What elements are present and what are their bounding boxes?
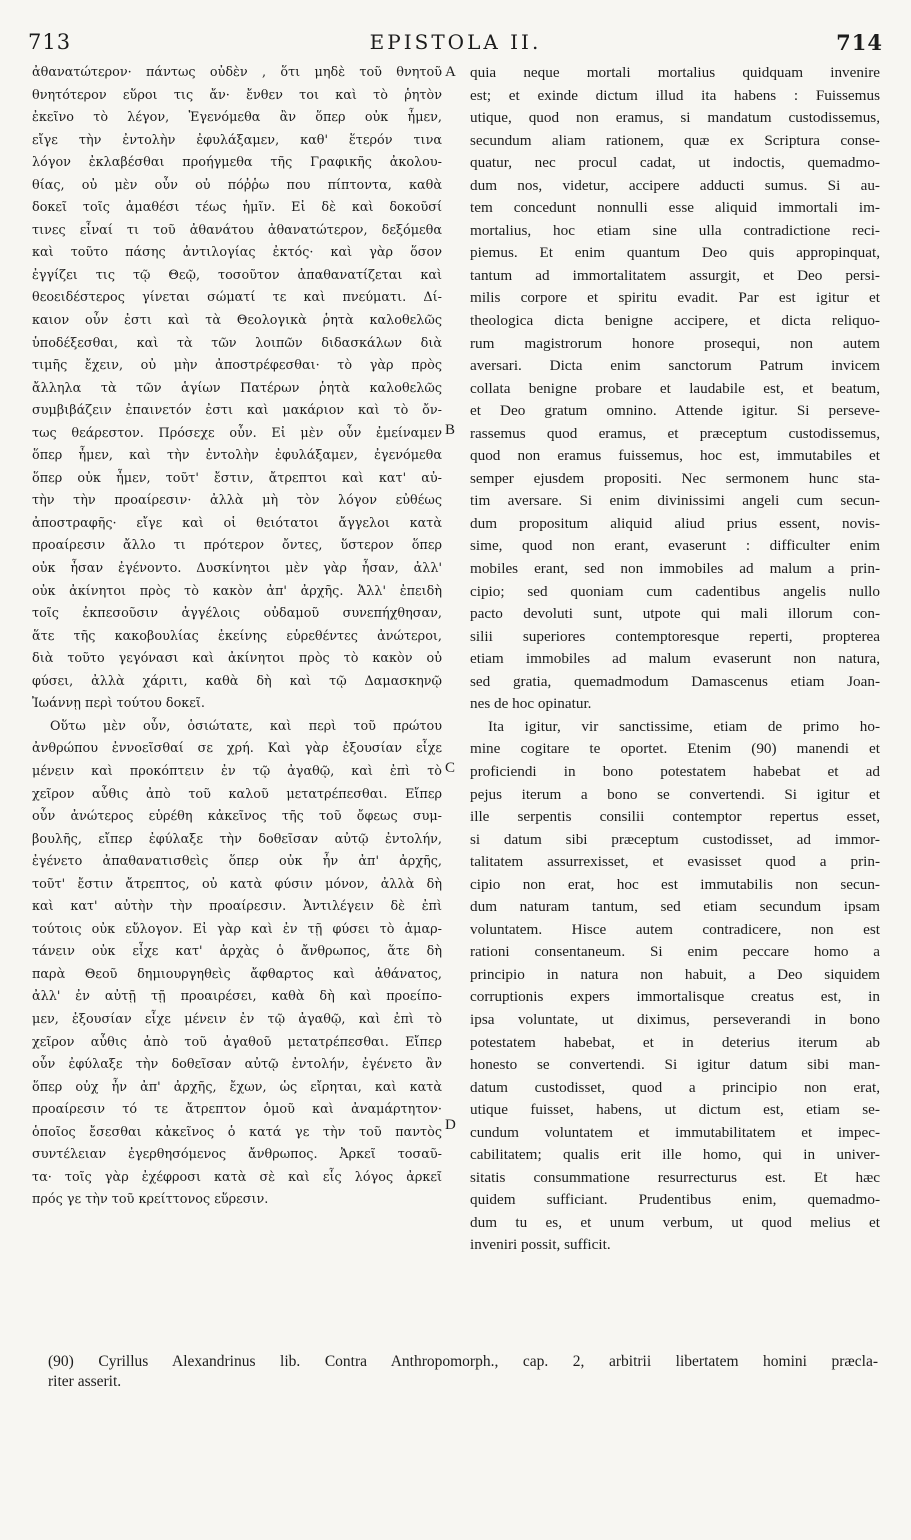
text-line: βουλῆς, εἴπερ ἐφύλαξε τὴν δοθεῖσαν αὐτῷ ἐντολήν, (32, 831, 442, 847)
text-line: milis corpore et spiritu evadit. Par est igitur et (470, 289, 880, 307)
text-line: quia neque mortali mortalius quidquam invenire (470, 64, 880, 81)
text-line: τὴν τὴν προαίρεσιν· ἀλλὰ μὴ τὸν λόγον εὐθέως (32, 493, 442, 509)
text-line: λόγον ἐκλαβέσθαι προήγμεθα τῆς Γραφικῆς ἀκολου- (32, 155, 442, 171)
text-line: voluntatem. Hisce autem contradicere, non est (470, 920, 880, 938)
running-header (28, 30, 883, 60)
text-line: ἐγένετο ἀπαθανατισθεὶς ὅπερ οὐκ ἦν ἀπ' ἀρχῆς, (32, 854, 442, 870)
text-line: ἐκεῖνο τὸ λέγον, Ἐγενόμεθα ἂν ὅπερ οὐκ ἦμεν, (32, 110, 442, 126)
text-line: ἅτε τῆς κακοβουλίας ἐκείνης εὑρεθέντες ἀνώτεροι, (32, 628, 442, 644)
text-line: si datum sibi præceptum custodisset, ad immor- (470, 830, 880, 848)
text-line: οὐκ ἦσαν ἐγένοντο. Δυσκίνητοι μὲν γὰρ ἦσαν, ἀλλ' (32, 561, 442, 577)
text-line: etiam immobiles ad malum evaserunt non natura, (470, 650, 880, 668)
text-line: rationi consentaneum. Si enim peccare homo a (470, 943, 880, 961)
text-line: ὅπερ οὐχ ἦν ἀπ' ἀρχῆς, ἔχων, ὡς εἴρηται, καὶ κατὰ (32, 1079, 442, 1095)
text-line: utique, quod non eramus, si mandatum custodissemus, (470, 109, 880, 127)
text-line: καὶ τοῦτο πάσης ἀντιλογίας ἐκτός· καὶ γὰρ ὅσον (32, 245, 442, 261)
text-line: τούτοις οὐκ εὔλογον. Εἰ γὰρ καὶ ἐν τῇ φύσει τὸ ἁμαρ- (32, 921, 442, 937)
text-line: προαίρεσιν ἄλλο τι πρότερον ὄντες, ὕστερον ὅπερ (32, 538, 442, 554)
margin-marker-a: A (445, 64, 456, 80)
text-line: talitatem assurrexisset, et evasisset quod a prin- (470, 853, 880, 871)
text-line: et Deo gratum omnino. Attende igitur. Si perseve- (470, 402, 880, 420)
page-title: EPISTOLA II. (369, 30, 542, 54)
text-line: datum custodisset, quod a principio non erat, (470, 1078, 880, 1096)
text-line: οὖν ἐφύλαξε τὴν δοθεῖσαν αὐτῷ ἐντολήν, ἐγένετο ἂν (32, 1057, 442, 1073)
text-line: semper ejusdem propositi. Nec sermonem hunc sta- (470, 469, 880, 487)
text-line: piemus. Et enim quantum Deo quis appropinquat, (470, 244, 880, 262)
text-line: ἀνθρώπου ἐννοεῖσθαί σε χρή. Καὶ γὰρ ἐξουσίαν εἶχε (32, 741, 442, 757)
text-line: cipio non erat, hoc est immutabilis non secun- (470, 875, 880, 893)
text-line: Ita igitur, vir sanctissime, etiam de primo ho- (488, 717, 880, 735)
text-line: cabilitatem; qualis erit ille homo, qui in univer- (470, 1146, 880, 1164)
latin-text-column (470, 62, 880, 1257)
text-line: καιον οὖν ἐστι καὶ τὰ Θεολογικὰ ῥητὰ καλοθελῶς (32, 313, 442, 329)
text-line: οὖν ἀνώτερος εὑρέθη κἀκεῖνος τῆς τοῦ ὄφεως συμ- (32, 809, 442, 825)
text-line: corruptionis expers immortalisque creatus est, in (470, 988, 880, 1006)
right-page-number: 714 (836, 30, 883, 55)
text-line: ipsa voluntate, ut diximus, perseverandi in bono (470, 1010, 880, 1028)
text-line: τα· τοῖς γὰρ ἐχέφροσι κατὰ σὲ καὶ εἷς λόγος ἀρκεῖ (32, 1169, 442, 1185)
text-line: θνητότερον εὕροι τις ἄν· ἔνθεν τοι καὶ τὸ ῥητὸν (32, 87, 442, 103)
text-line: ἄλληλα τὰ τῶν ἁγίων Πατέρων ῥητὰ καλοθελῶς (32, 380, 442, 396)
text-line: ὅπερ ἦμεν, καὶ τὴν ἐντολὴν ἐφυλάξαμεν, ἐγενόμεθα (32, 448, 442, 464)
text-line: pacto devoluti sunt, utpote qui mali illorum con- (470, 605, 880, 623)
text-line: silii superiores contemptoresque reperti, propterea (470, 627, 880, 645)
text-line: πρός γε τὴν τοῦ κρείττονος εὕρεσιν. (32, 1192, 269, 1208)
text-line: μεν, ἐξουσίαν εἶχε μένειν ἐν τῷ ἀγαθῷ, καὶ ἐπὶ τὸ (32, 1011, 442, 1027)
text-line: θεοειδέστερος γίνεται σώματί τε καὶ πνεύματι. Δί- (32, 290, 442, 306)
left-page-number: 713 (28, 30, 72, 54)
text-line: ille serpentis consilii contemptor repertus esset, (470, 808, 880, 826)
text-line: ὁποῖος ἔσεσθαι κἀκεῖνος ὁ κατά γε τὴν τοῦ παντὸς (32, 1124, 442, 1140)
text-line: rassemus quod eramus, et præceptum custodissemus, (470, 424, 880, 442)
text-line: potestatem habebat, et in deterius iterum ab (470, 1033, 880, 1051)
text-line: mortalius, hoc etiam sine ulla contradictione reci- (470, 221, 880, 239)
text-line: sime, quod non erant, evaserunt : difficulter enim (470, 537, 880, 555)
text-line: tantum ad immortalitatem assurgit, et Deo persi- (470, 266, 880, 284)
text-line: ἀποστραφῆς· εἴγε καὶ οἱ θειότατοι ἄγγελοι κατὰ (32, 515, 442, 531)
text-line: εἴγε τὴν ἐντολὴν ἐφυλάξαμεν, καθ' ἕτερόν τινα (32, 132, 442, 148)
text-line: χεῖρον αὖθις ἀπὸ τοῦ ἀγαθοῦ μετατρέπεσθαι. Εἴπερ (32, 1034, 442, 1050)
text-line: mine cogitare te oportet. Etenim (90) manendi et (470, 740, 880, 758)
text-line: dum naturam tantum, sed etiam secundum ipsam (470, 898, 880, 916)
text-line: διὰ τοῦτο γεγόνασι καὶ ἀκίνητοι πρὸς τὸ κακὸν οὐ (32, 651, 442, 667)
text-line: tem concedunt nonnulli esse aliquid immortali im- (470, 199, 880, 217)
text-line: Ἰωάννῃ περὶ τούτου δοκεῖ. (32, 696, 206, 712)
text-line: ὑποδέξεσθαι, καὶ τὰ τῶν λοιπῶν διδασκάλων διὰ (32, 335, 442, 351)
margin-marker-c: C (445, 760, 456, 776)
text-line: quatur, nec procul cadat, ut indoctis, quemadmo- (470, 154, 880, 172)
text-line: nes de hoc opinatur. (470, 695, 592, 713)
text-line: δοκεῖ τοῖς ἀμαθέσι τέως ἡμῖν. Εἰ δὲ καὶ δοκοῦσί (32, 200, 442, 216)
text-line: cundum voluntatem et immutabilitatem et impec- (470, 1123, 880, 1141)
text-line: est; et exinde dictum illud ita habens : Fuissemus (470, 86, 880, 104)
text-line: τοῖς ἐκπεσοῦσιν ἀγγέλοις οὐδαμοῦ συνεπήχθησαν, (32, 606, 442, 622)
text-line: προαίρεσιν τό τε ἄτρεπτον ὁμοῦ καὶ ἀναμάρτητον· (32, 1102, 442, 1118)
text-line: ἀθανατώτερον· πάντως οὐδὲν , ὅτι μηδὲ τοῦ θνητοῦ (32, 65, 442, 80)
text-line: secundum aliam rationem, quæ ex Scriptura conse- (470, 131, 880, 149)
text-line: τιμῆς ἔχειν, οὐ μὴν ἀποστρέφεσθαι· τὸ γὰρ πρὸς (32, 358, 442, 374)
text-line: φύσει, ἀλλὰ χάριτι, καθὰ δὴ καὶ τῷ Δαμασκηνῷ (32, 673, 442, 689)
text-line: παρὰ Θεοῦ δημιουργηθεὶς ἄφθαρτος καὶ ἀθάνατος, (32, 966, 442, 982)
text-line: Οὕτω μὲν οὖν, ὁσιώτατε, καὶ περὶ τοῦ πρώτου (50, 718, 442, 734)
text-line: τοῦτ' ἔστιν ἄτρεπτος, οὐ κατὰ φύσιν μόνον, ἀλλὰ δὴ (32, 876, 442, 892)
text-line: ἐγγίζει τις τῷ Θεῷ, τοσοῦτον ἀπαθανατίζεται καὶ (32, 267, 442, 283)
text-line: collata benigne probare et laudabile est, et beatum, (470, 379, 880, 397)
text-line: riter asserit. (48, 1373, 122, 1390)
text-line: (90) Cyrillus Alexandrinus lib. Contra Anthropomorph., cap. 2, arbitrii libertatem homini præcla- (48, 1353, 878, 1370)
text-line: theologica dicta benigne accipere, et dicta reliquo- (470, 312, 880, 330)
text-line: aversari. Dicta enim sanctorum Patrum invicem (470, 357, 880, 375)
text-line: dum nos, videtur, accipere adducti sumus. Si au- (470, 176, 880, 194)
text-line: honesto se convertendi. Si igitur datum sibi man- (470, 1056, 880, 1074)
text-line: quod non eramus fuissemus, hoc est, immutabiles et (470, 447, 880, 465)
text-line: sitatis consummatione resurrecturus est. Et hæc (470, 1168, 880, 1186)
text-line: sed gratia, quemadmodum Damascenus etiam Joan- (470, 672, 880, 690)
greek-text-column (32, 62, 442, 1212)
text-line: utique fuisset, habens, ut dictum est, etiam se- (470, 1101, 880, 1119)
text-line: pejus iterum a bono se convertendi. Si igitur et (470, 785, 880, 803)
text-line: proficiendi in bono potestatem habebat et ad (470, 762, 880, 780)
text-line: τάνειν οὐκ εἶχε κατ' ἀρχὰς ὁ ἄνθρωπος, ἅτε δὴ (32, 944, 442, 960)
margin-marker-b: B (445, 422, 456, 438)
text-line: μένειν καὶ προκόπτειν ἐν τῷ ἀγαθῷ, καὶ ἐπὶ τὸ (32, 763, 442, 779)
text-line: οὐκ ἀκίνητοι πρὸς τὸ κακὸν ἀπ' ἀρχῆς. Ἀλλ' ἐπειδὴ (32, 583, 442, 599)
text-line: ἀλλ' ἐν αὐτῇ τῇ προαιρέσει, καθὰ δὴ καὶ προείπο- (32, 989, 442, 1005)
text-line: συντέλειαν ἐγερθησόμενος ἄνθρωπος. Ἀρκεῖ τοσαῦ- (32, 1147, 442, 1163)
text-line: cipio; sed quoniam cum cadentibus angelis nullo (470, 582, 880, 600)
text-line: rum magistrorum honore prosequi, non autem (470, 334, 880, 352)
text-line: dum tu es, et unum verbum, ut quod melius et (470, 1213, 880, 1231)
text-line: χεῖρον αὖθις ἀπὸ τοῦ καλοῦ μετατρέπεσθαι. Εἴπερ (32, 786, 442, 802)
text-line: ὅπερ οὐκ ἦμεν, τοῦτ' ἔστιν, ἄτρεπτοι καὶ κατ' αὐ- (32, 470, 442, 486)
text-line: dum propositum aliquid aliud prius essent, novis- (470, 514, 880, 532)
text-line: inveniri possit, sufficit. (470, 1236, 611, 1254)
text-line: τινες εἶναί τι τοῦ ἀθανάτου ἀθανατώτερον, δεξόμεθα (32, 222, 442, 238)
margin-marker-d: D (445, 1117, 456, 1133)
text-line: συμβιβάζειν ἐπαινετόν ἐστι καὶ μακάριον καὶ τὸ ὄν- (32, 403, 442, 419)
text-line: τως θεάρεστον. Πρόσεχε οὖν. Εἰ μὲν οὖν ἐμείναμεν (32, 425, 442, 441)
text-line: καὶ κατ' αὐτὴν τὴν προαίρεσιν. Ἀντιλέγειν δὲ ἐπὶ (32, 899, 442, 915)
footnote (48, 1352, 878, 1392)
text-line: θίας, οὐ μὲν οὖν οὐ πόῤῥω που πίπτοντα, καθὰ (32, 177, 442, 193)
text-line: principio in natura non habuit, a Deo siquidem (470, 965, 880, 983)
text-line: tim aversare. Si enim divinissimi angeli cum secun- (470, 492, 880, 510)
text-line: mobiles erant, sed non immobiles ad malum a prin- (470, 560, 880, 578)
text-line: quidem sufficiant. Prudentibus enim, quemadmo- (470, 1191, 880, 1209)
